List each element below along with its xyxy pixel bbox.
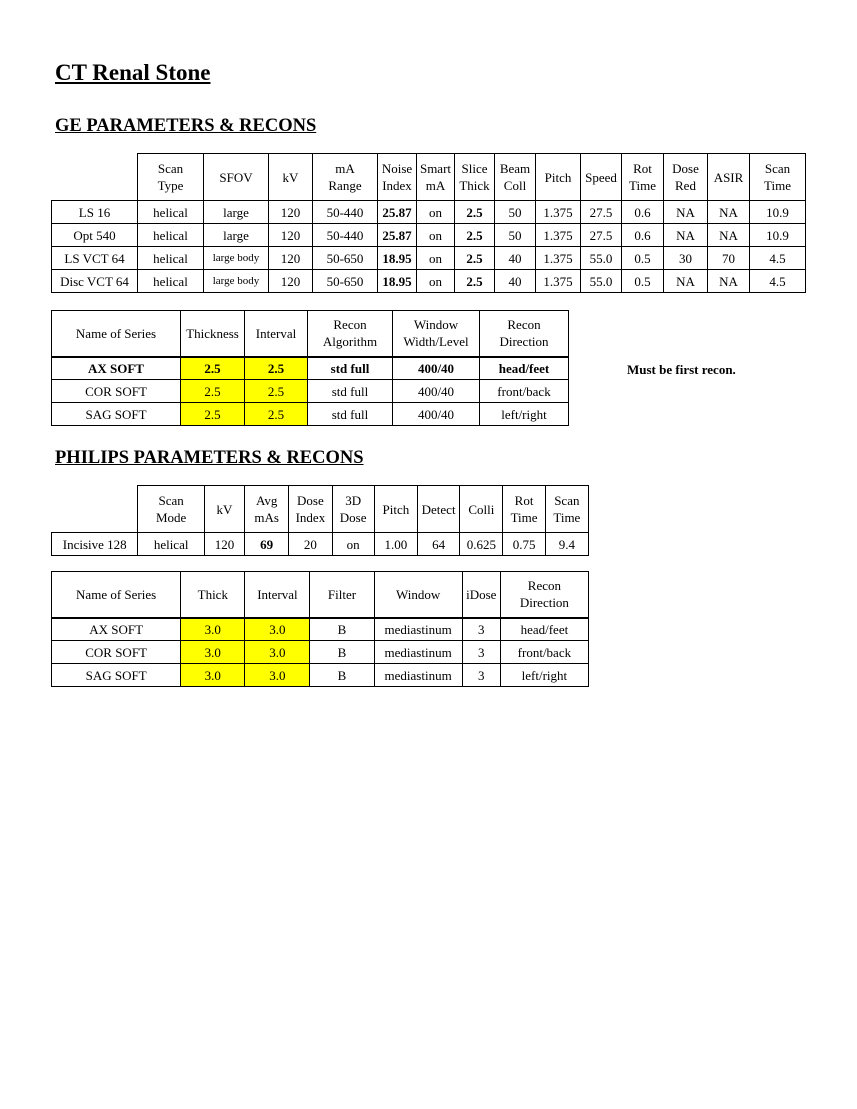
ge-params-cell: 10.9 <box>750 201 806 224</box>
philips-parameters-table <box>51 485 589 556</box>
ph-recon-header-line: Direction <box>519 595 569 611</box>
ge-recon-header-line: Recon <box>333 317 367 333</box>
ph-params-cell: Incisive 128 <box>52 533 138 556</box>
ph-recon-header-line: Recon <box>527 578 561 594</box>
ph-recon-cell: front/back <box>500 641 588 664</box>
ph-params-cell: 1.00 <box>374 533 417 556</box>
ge-params-header-line: Pitch <box>544 169 572 185</box>
ph-recon-cell: 3.0 <box>245 641 310 664</box>
ge-params-cell: 1.375 <box>536 270 581 293</box>
ge-params-header-speed <box>581 154 622 201</box>
ph-recon-cell: head/feet <box>500 618 588 641</box>
ge-params-cell: 50 <box>495 201 536 224</box>
table-row <box>52 664 589 687</box>
ph-recon-cell: COR SOFT <box>52 641 181 664</box>
ge-params-header-noise-index <box>378 154 417 201</box>
ge-params-header-line: Noise <box>381 161 413 176</box>
ge-params-cell: 2.5 <box>455 270 495 293</box>
ge-params-header-line: Dose <box>672 161 699 176</box>
ge-recon-cell: SAG SOFT <box>52 403 181 426</box>
ge-params-header-line: ASIR <box>713 169 744 185</box>
table-row <box>52 224 806 247</box>
ph-recon-header-recon-direction <box>500 572 588 618</box>
ge-params-cell: LS 16 <box>52 201 138 224</box>
ge-params-cell: 10.9 <box>750 224 806 247</box>
ge-params-header-line: Rot <box>633 161 652 176</box>
ph-recon-header-line: Thick <box>197 586 228 602</box>
ge-params-cell: Disc VCT 64 <box>52 270 138 293</box>
ge-params-header-line: Time <box>764 178 791 193</box>
ge-params-header-line: mA <box>335 161 355 176</box>
ge-params-cell: NA <box>664 224 708 247</box>
ph-params-header-detect <box>417 486 459 533</box>
ph-recon-header-line: Interval <box>257 586 298 602</box>
ge-params-cell: 4.5 <box>750 270 806 293</box>
ge-params-cell: 120 <box>269 224 313 247</box>
ge-params-header-beam-coll <box>495 154 536 201</box>
table-row <box>52 357 569 380</box>
ph-recon-cell: left/right <box>500 664 588 687</box>
ge-recon-header-line: Interval <box>255 325 297 341</box>
ph-recon-header-name-of-series <box>52 572 181 618</box>
ph-recon-cell: mediastinum <box>374 641 462 664</box>
ge-params-header-line: Scan <box>157 161 184 176</box>
ge-params-cell: 55.0 <box>581 247 622 270</box>
ph-recon-cell: 3 <box>462 618 500 641</box>
ph-params-header-line: Scan <box>158 493 184 508</box>
ge-params-header-line: Type <box>157 178 184 193</box>
ge-recon-header-thickness <box>181 311 245 357</box>
ph-recon-header-line: iDose <box>466 586 497 602</box>
ge-params-cell: LS VCT 64 <box>52 247 138 270</box>
ge-params-header-kv <box>269 154 313 201</box>
ph-recon-header-line: Filter <box>327 586 357 602</box>
ph-recon-header-thick <box>181 572 245 618</box>
ge-params-header-line: Beam <box>499 161 531 176</box>
ph-params-header-line: Pitch <box>382 501 410 517</box>
table-row <box>52 247 806 270</box>
ge-params-cell: NA <box>664 270 708 293</box>
ge-params-cell: 70 <box>708 247 750 270</box>
ge-params-header-scan-time <box>750 154 806 201</box>
ge-recon-cell: 2.5 <box>181 380 245 403</box>
ge-recon-header-line: Window <box>413 317 459 333</box>
ph-params-header-line: Avg <box>255 493 278 508</box>
ge-params-header-line: Thick <box>459 178 490 193</box>
ge-params-cell: 50 <box>495 224 536 247</box>
ph-recon-cell: 3.0 <box>181 618 245 641</box>
ph-params-header-line: kV <box>216 501 233 517</box>
ge-recon-cell: std full <box>308 403 393 426</box>
ph-params-header-colli <box>460 486 503 533</box>
ge-params-header-line: Slice <box>461 161 488 176</box>
ph-params-header-line: Mode <box>155 510 187 525</box>
ge-params-cell: large <box>204 201 269 224</box>
ge-params-header-dose-red <box>664 154 708 201</box>
ge-params-header-line: Speed <box>585 169 617 185</box>
ge-recon-header-line: Thickness <box>186 325 239 341</box>
ph-recon-header-line: Window <box>396 586 441 602</box>
ge-parameters-table <box>51 153 806 293</box>
ge-params-header-line: SFOV <box>219 169 253 185</box>
ge-params-header-line: Range <box>328 178 362 193</box>
ge-recon-cell: 2.5 <box>245 357 308 380</box>
ph-recon-cell: 3.0 <box>181 664 245 687</box>
ph-params-header-line: Colli <box>468 501 495 517</box>
table-row <box>52 380 569 403</box>
ph-params-cell: 0.75 <box>503 533 545 556</box>
ge-params-cell: on <box>417 201 455 224</box>
ge-params-cell: NA <box>708 201 750 224</box>
ph-params-header-line: Time <box>510 510 538 525</box>
ge-recon-header-window-width-level <box>393 311 480 357</box>
ge-params-cell: 2.5 <box>455 224 495 247</box>
ph-params-header-kv <box>204 486 244 533</box>
ge-params-header-line: Time <box>629 178 656 193</box>
ge-params-cell: NA <box>708 224 750 247</box>
ph-params-header-line: Time <box>553 510 581 525</box>
ge-recon-header-line: Name of Series <box>75 325 157 341</box>
ge-params-cell: 40 <box>495 247 536 270</box>
table-row <box>52 533 589 556</box>
ge-recon-header-line: Recon <box>507 317 541 333</box>
ph-params-header-line: Scan <box>554 493 580 508</box>
ge-params-cell: 50-440 <box>313 224 378 247</box>
ph-params-cell: 20 <box>289 533 332 556</box>
ge-params-cell: 40 <box>495 270 536 293</box>
ge-params-cell: 25.87 <box>378 201 417 224</box>
page-title: CT Renal Stone <box>55 60 211 85</box>
ph-params-cell: 120 <box>204 533 244 556</box>
ge-recon-cell: 2.5 <box>245 380 308 403</box>
ge-params-cell: 120 <box>269 247 313 270</box>
ge-recon-cell: 400/40 <box>393 380 480 403</box>
ge-params-cell: 50-650 <box>313 270 378 293</box>
ge-params-header-smart-ma <box>417 154 455 201</box>
table-row <box>52 403 569 426</box>
ge-params-header-line: Coll <box>503 178 527 193</box>
ph-params-cell: 69 <box>245 533 289 556</box>
ph-recon-cell: B <box>310 641 374 664</box>
ph-recon-cell: SAG SOFT <box>52 664 181 687</box>
ge-params-cell: 18.95 <box>378 270 417 293</box>
ph-recon-cell: 3 <box>462 641 500 664</box>
ge-params-cell: 1.375 <box>536 201 581 224</box>
ge-params-cell: 30 <box>664 247 708 270</box>
ge-recon-table <box>51 310 569 426</box>
ph-params-header-line: Dose <box>297 493 324 508</box>
ph-recon-header-window <box>374 572 462 618</box>
ge-params-cell: Opt 540 <box>52 224 138 247</box>
ph-params-cell: 64 <box>417 533 459 556</box>
ge-params-header-asir <box>708 154 750 201</box>
ph-params-header-scan-time <box>545 486 588 533</box>
ph-recon-cell: mediastinum <box>374 664 462 687</box>
ge-params-cell: on <box>417 270 455 293</box>
ph-params-header-line: mAs <box>254 510 279 525</box>
ph-recon-cell: 3.0 <box>245 664 310 687</box>
ge-recon-cell: std full <box>308 380 393 403</box>
ph-params-header-line: Rot <box>514 493 534 508</box>
ph-params-header-scan-mode <box>138 486 204 533</box>
ge-params-cell: helical <box>138 224 204 247</box>
ge-recon-cell: COR SOFT <box>52 380 181 403</box>
ge-params-cell: 27.5 <box>581 224 622 247</box>
ph-params-cell: 0.625 <box>460 533 503 556</box>
ph-recon-cell: AX SOFT <box>52 618 181 641</box>
ge-params-header-line: kV <box>282 169 299 185</box>
ge-params-cell: 0.5 <box>622 270 664 293</box>
ge-recon-cell: AX SOFT <box>52 357 181 380</box>
ge-params-cell: 4.5 <box>750 247 806 270</box>
ge-section-title: GE PARAMETERS & RECONS <box>55 116 317 136</box>
ph-recon-header-filter <box>310 572 374 618</box>
ge-recon-header-line: Algorithm <box>322 334 378 350</box>
ge-recon-header-recon-algorithm <box>308 311 393 357</box>
ge-recon-header-name-of-series <box>52 311 181 357</box>
ph-recon-cell: B <box>310 664 374 687</box>
ge-recon-cell: head/feet <box>480 357 569 380</box>
ge-recon-cell: 400/40 <box>393 357 480 380</box>
ge-params-cell: on <box>417 224 455 247</box>
ph-params-cell: on <box>332 533 374 556</box>
ge-recon-header-recon-direction <box>480 311 569 357</box>
ph-recon-cell: 3.0 <box>181 641 245 664</box>
ge-params-header-ma-range <box>313 154 378 201</box>
ge-params-cell: large body <box>204 247 269 270</box>
ge-params-cell: 25.87 <box>378 224 417 247</box>
ge-params-cell: 0.6 <box>622 224 664 247</box>
ph-params-header-pitch <box>374 486 417 533</box>
ge-params-cell: NA <box>708 270 750 293</box>
ph-params-header-avg-mas <box>245 486 289 533</box>
ge-recon-cell: std full <box>308 357 393 380</box>
ph-params-header-3d-dose <box>332 486 374 533</box>
ge-params-header-sfov <box>204 154 269 201</box>
ph-params-header-line: Dose <box>339 510 367 525</box>
ge-params-header-pitch <box>536 154 581 201</box>
ge-params-cell: helical <box>138 247 204 270</box>
ph-recon-cell: 3.0 <box>245 618 310 641</box>
ph-params-cell: helical <box>138 533 204 556</box>
ge-params-cell: large <box>204 224 269 247</box>
ge-params-cell: 2.5 <box>455 201 495 224</box>
ge-params-header-slice-thick <box>455 154 495 201</box>
ge-params-cell: 0.6 <box>622 201 664 224</box>
ge-params-header-line: Scan <box>764 161 791 176</box>
table-row <box>52 641 589 664</box>
ge-recon-cell: 2.5 <box>181 403 245 426</box>
ph-params-header-dose-index <box>289 486 332 533</box>
ge-recon-header-line: Width/Level <box>403 334 469 350</box>
ge-params-header-scan-type <box>138 154 204 201</box>
table-row <box>52 270 806 293</box>
ge-params-cell: 0.5 <box>622 247 664 270</box>
ge-params-cell: 50-440 <box>313 201 378 224</box>
ge-params-cell: large body <box>204 270 269 293</box>
ge-recon-cell: 2.5 <box>181 357 245 380</box>
ph-recon-header-interval <box>245 572 310 618</box>
ge-params-cell: 120 <box>269 201 313 224</box>
ge-params-cell: 55.0 <box>581 270 622 293</box>
ph-params-cell: 9.4 <box>545 533 588 556</box>
ge-recon-header-interval <box>245 311 308 357</box>
ge-recon-cell: front/back <box>480 380 569 403</box>
ph-recon-cell: B <box>310 618 374 641</box>
ph-recon-header-idose <box>462 572 500 618</box>
ph-recon-cell: mediastinum <box>374 618 462 641</box>
ge-params-cell: 27.5 <box>581 201 622 224</box>
ge-params-header-line: Smart <box>419 161 452 176</box>
ge-params-header-line: Red <box>675 178 696 193</box>
ge-params-cell: 50-650 <box>313 247 378 270</box>
ge-params-header-line: Index <box>382 178 412 193</box>
ge-params-cell: helical <box>138 201 204 224</box>
ge-params-cell: 2.5 <box>455 247 495 270</box>
ge-params-cell: 18.95 <box>378 247 417 270</box>
ph-recon-header-line: Name of Series <box>76 586 157 602</box>
ge-recon-header-line: Direction <box>499 334 549 350</box>
ge-params-header-rot-time <box>622 154 664 201</box>
ph-params-header-line: Index <box>295 510 326 525</box>
ge-params-cell: 1.375 <box>536 224 581 247</box>
table-row <box>52 201 806 224</box>
ge-recon-cell: 2.5 <box>245 403 308 426</box>
first-recon-note: Must be first recon. <box>627 362 736 377</box>
philips-recon-table <box>51 571 589 687</box>
ge-recon-cell: 400/40 <box>393 403 480 426</box>
ge-params-cell: on <box>417 247 455 270</box>
ge-recon-cell: left/right <box>480 403 569 426</box>
ge-params-cell: 120 <box>269 270 313 293</box>
philips-section-title: PHILIPS PARAMETERS & RECONS <box>55 448 364 468</box>
ge-params-header-line: mA <box>425 178 446 193</box>
ph-params-header-line: 3D <box>345 493 362 508</box>
ge-params-cell: 1.375 <box>536 247 581 270</box>
ph-params-header-rot-time <box>503 486 545 533</box>
ph-params-header-line: Detect <box>421 501 456 517</box>
ph-recon-cell: 3 <box>462 664 500 687</box>
ge-params-cell: helical <box>138 270 204 293</box>
ge-params-cell: NA <box>664 201 708 224</box>
table-row <box>52 618 589 641</box>
